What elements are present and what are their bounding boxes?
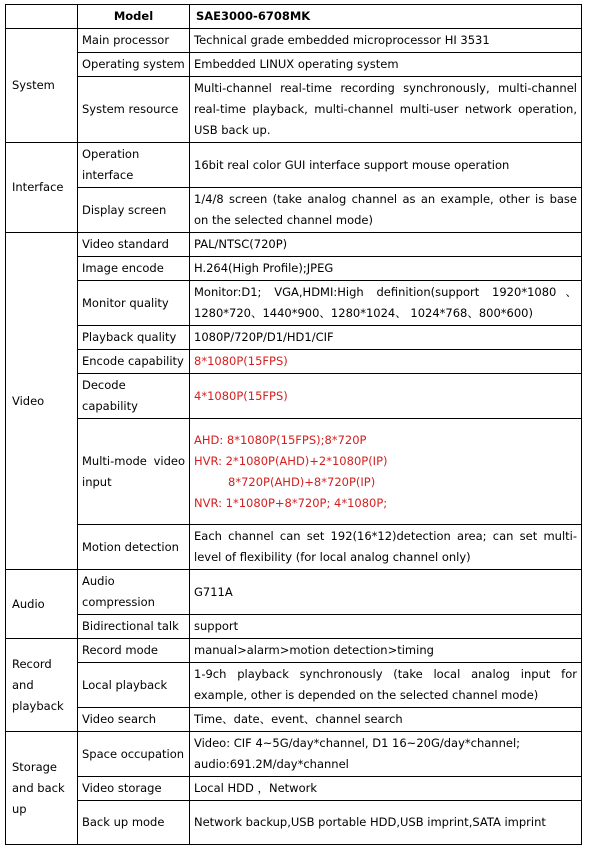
spec-label: Playback quality (78, 326, 190, 350)
table-row (6, 326, 582, 350)
table-row (6, 77, 582, 143)
table-row (6, 257, 582, 281)
nvr-line: NVR: 1*1080P+8*720P; 4*1080P; (194, 495, 388, 510)
table-row (6, 525, 582, 570)
table-row (6, 615, 582, 639)
table-row (6, 419, 582, 525)
spec-value: Video: CIF 4~5G/day*channel, D1 16~20G/day*channel; audio:691.2M/day*channel (190, 732, 582, 777)
table-row (6, 233, 582, 257)
model-value: SAE3000-6708MK (190, 5, 582, 29)
spec-value: 1/4/8 screen (take analog channel as an example, other is base on the selected channel mode) (190, 188, 582, 233)
header-row (6, 5, 582, 29)
model-label: Model (78, 5, 190, 29)
spec-label: Decode capability (78, 374, 190, 419)
spec-value: Local HDD ，Network (190, 777, 582, 801)
table-row (6, 708, 582, 732)
spec-label: Display screen (78, 188, 190, 233)
table-row (6, 29, 582, 53)
table-row (6, 143, 582, 188)
spec-label: Record mode (78, 639, 190, 663)
spec-label: Operating system (78, 53, 190, 77)
spec-label: Audio compression (78, 570, 190, 615)
table-row (6, 53, 582, 77)
table-row (6, 639, 582, 663)
table-row (6, 350, 582, 374)
spec-label: Encode capability (78, 350, 190, 374)
spec-value: Each channel can set 192(16*12)detection area; can set multi-level of flexibility (for local analog channel only) (190, 525, 582, 570)
spec-label: Monitor quality (78, 281, 190, 326)
spec-value: 16bit real color GUI interface support mouse operation (190, 143, 582, 188)
spec-label: Operation interface (78, 143, 190, 188)
category-storage: Storage and back up (6, 732, 78, 845)
category-interface: Interface (6, 143, 78, 233)
hvr-line-2: 8*720P(AHD)+8*720P(IP) (228, 474, 376, 489)
table-row (6, 570, 582, 615)
category-audio: Audio (6, 570, 78, 639)
table-row (6, 188, 582, 233)
spec-value: Monitor:D1; VGA,HDMI:High definition(support 1920*1080、 1280*720、1440*900、1280*1024、 1024*768、800*600) (190, 281, 582, 326)
spec-value: Time、date、event、channel search (190, 708, 582, 732)
hvr-line: HVR: 2*1080P(AHD)+2*1080P(IP) (194, 453, 388, 468)
spec-value: 1080P/720P/D1/HD1/CIF (190, 326, 582, 350)
ahd-line: AHD: 8*1080P(15FPS);8*720P (194, 432, 367, 447)
spec-label: Main processor (78, 29, 190, 53)
spec-label: Video storage (78, 777, 190, 801)
spec-value: 8*1080P(15FPS) (190, 350, 582, 374)
spec-label: Bidirectional talk (78, 615, 190, 639)
spec-value: manual>alarm>motion detection>timing (190, 639, 582, 663)
spec-label: Multi-mode video input (78, 419, 190, 525)
category-record: Record and playback (6, 639, 78, 732)
header-blank-cell (6, 5, 78, 29)
table-row (6, 663, 582, 708)
table-row (6, 777, 582, 801)
spec-label: Video search (78, 708, 190, 732)
spec-value: PAL/NTSC(720P) (190, 233, 582, 257)
spec-label: Local playback (78, 663, 190, 708)
spec-label: Video standard (78, 233, 190, 257)
spec-label: System resource (78, 77, 190, 143)
table-row (6, 801, 582, 845)
spec-value: Technical grade embedded microprocessor HI 3531 (190, 29, 582, 53)
table-row (6, 281, 582, 326)
spec-table (5, 4, 582, 845)
spec-label: Space occupation (78, 732, 190, 777)
spec-value: G711A (190, 570, 582, 615)
spec-value: 4*1080P(15FPS) (190, 374, 582, 419)
category-system: System (6, 29, 78, 143)
spec-value: H.264(High Profile);JPEG (190, 257, 582, 281)
spec-label: Image encode (78, 257, 190, 281)
spec-value: 1-9ch playback synchronously (take local analog input for example, other is depended on the selected channel mode) (190, 663, 582, 708)
table-row (6, 732, 582, 777)
spec-value: Embedded LINUX operating system (190, 53, 582, 77)
spec-value: Multi-channel real-time recording synchronously, multi-channel real-time playback, multi-channel multi-user network operation, USB back up. (190, 77, 582, 143)
spec-label: Motion detection (78, 525, 190, 570)
multi-mode-value (190, 419, 582, 525)
spec-value: Network backup,USB portable HDD,USB imprint,SATA imprint (190, 801, 582, 845)
spec-value: support (190, 615, 582, 639)
table-row (6, 374, 582, 419)
spec-label: Back up mode (78, 801, 190, 845)
category-video: Video (6, 233, 78, 570)
